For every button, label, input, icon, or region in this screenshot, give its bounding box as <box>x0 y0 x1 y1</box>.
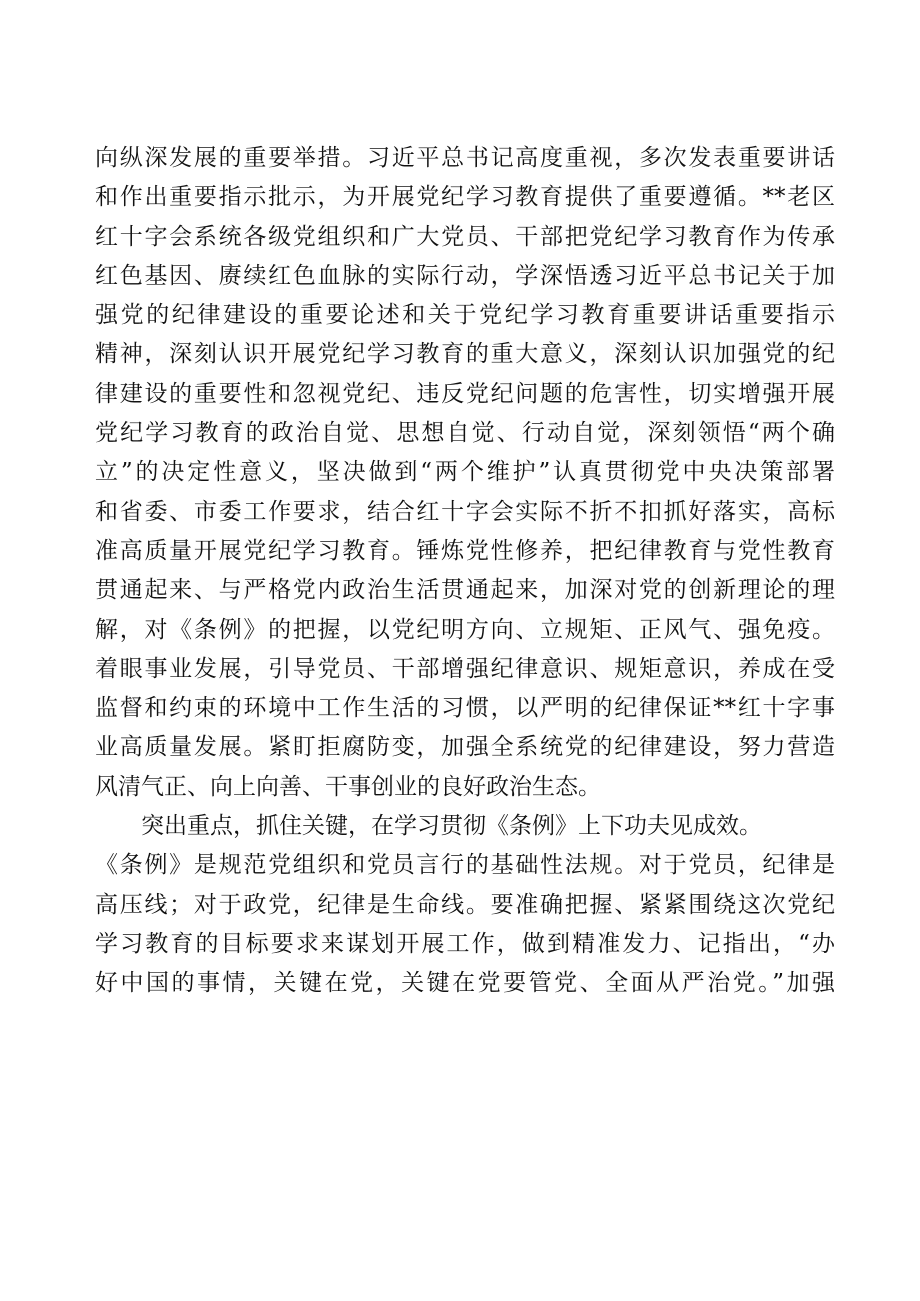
text-line: 红色基因、赓续红色血脉的实际行动，学深悟透习近平总书记关于加 <box>95 262 835 289</box>
text-line: 好中国的事情，关键在党，关键在党要管党、全面从严治党。”加强 <box>95 970 835 997</box>
text-line: 精神，深刻认识开展党纪学习教育的重大意义，深刻认识加强党的纪 <box>95 341 835 368</box>
text-line: 红十字会系统各级党组织和广大党员、干部把党纪学习教育作为传承 <box>95 223 835 250</box>
text-line: 党纪学习教育的政治自觉、思想自觉、行动自觉，深刻领悟“两个确 <box>95 420 835 447</box>
text-line: 律建设的重要性和忽视党纪、违反党纪问题的危害性，切实增强开展 <box>95 380 835 407</box>
text-line: 强党的纪律建设的重要论述和关于党纪学习教育重要讲话重要指示 <box>95 302 835 329</box>
text-line: 业高质量发展。紧盯拒腐防变，加强全系统党的纪律建设，努力营造 <box>95 734 835 761</box>
text-line: 着眼事业发展，引导党员、干部增强纪律意识、规矩意识，养成在受 <box>95 655 835 682</box>
text-line: 学习教育的目标要求来谋划开展工作，做到精准发力、记指出，“办 <box>95 930 835 957</box>
text-line: 高压线；对于政党，纪律是生命线。要准确把握、紧紧围绕这次党纪 <box>95 891 835 918</box>
text-line: 准高质量开展党纪学习教育。锤炼党性修养，把纪律教育与党性教育 <box>95 537 835 564</box>
text-line: 和作出重要指示批示，为开展党纪学习教育提供了重要遵循。**老区 <box>95 184 835 211</box>
document-body <box>95 139 835 1004</box>
text-line: 贯通起来、与严格党内政治生活贯通起来，加深对党的创新理论的理 <box>95 577 835 604</box>
text-line: 向纵深发展的重要举措。习近平总书记高度重视，多次发表重要讲话 <box>95 145 835 171</box>
text-line: 解，对《条例》的把握，以党纪明方向、立规矩、正风气、强免疫。 <box>95 616 835 643</box>
text-line: 和省委、市委工作要求，结合红十字会实际不折不扣抓好落实，高标 <box>95 498 835 525</box>
paragraph-1 <box>95 139 835 807</box>
text-line: 风清气正、向上向善、干事创业的良好政治生态。 <box>95 773 601 800</box>
paragraph-2 <box>95 807 835 1003</box>
text-line: 监督和约束的环境中工作生活的习惯，以严明的纪律保证**红十字事 <box>95 695 835 722</box>
text-line: 《条例》是规范党组织和党员言行的基础性法规。对于党员，纪律是 <box>95 852 835 879</box>
text-line: 突出重点，抓住关键，在学习贯彻《条例》上下功夫见成效。 <box>141 813 762 840</box>
text-line: 立”的决定性意义，坚决做到“两个维护”认真贯彻党中央决策部署 <box>95 459 835 486</box>
